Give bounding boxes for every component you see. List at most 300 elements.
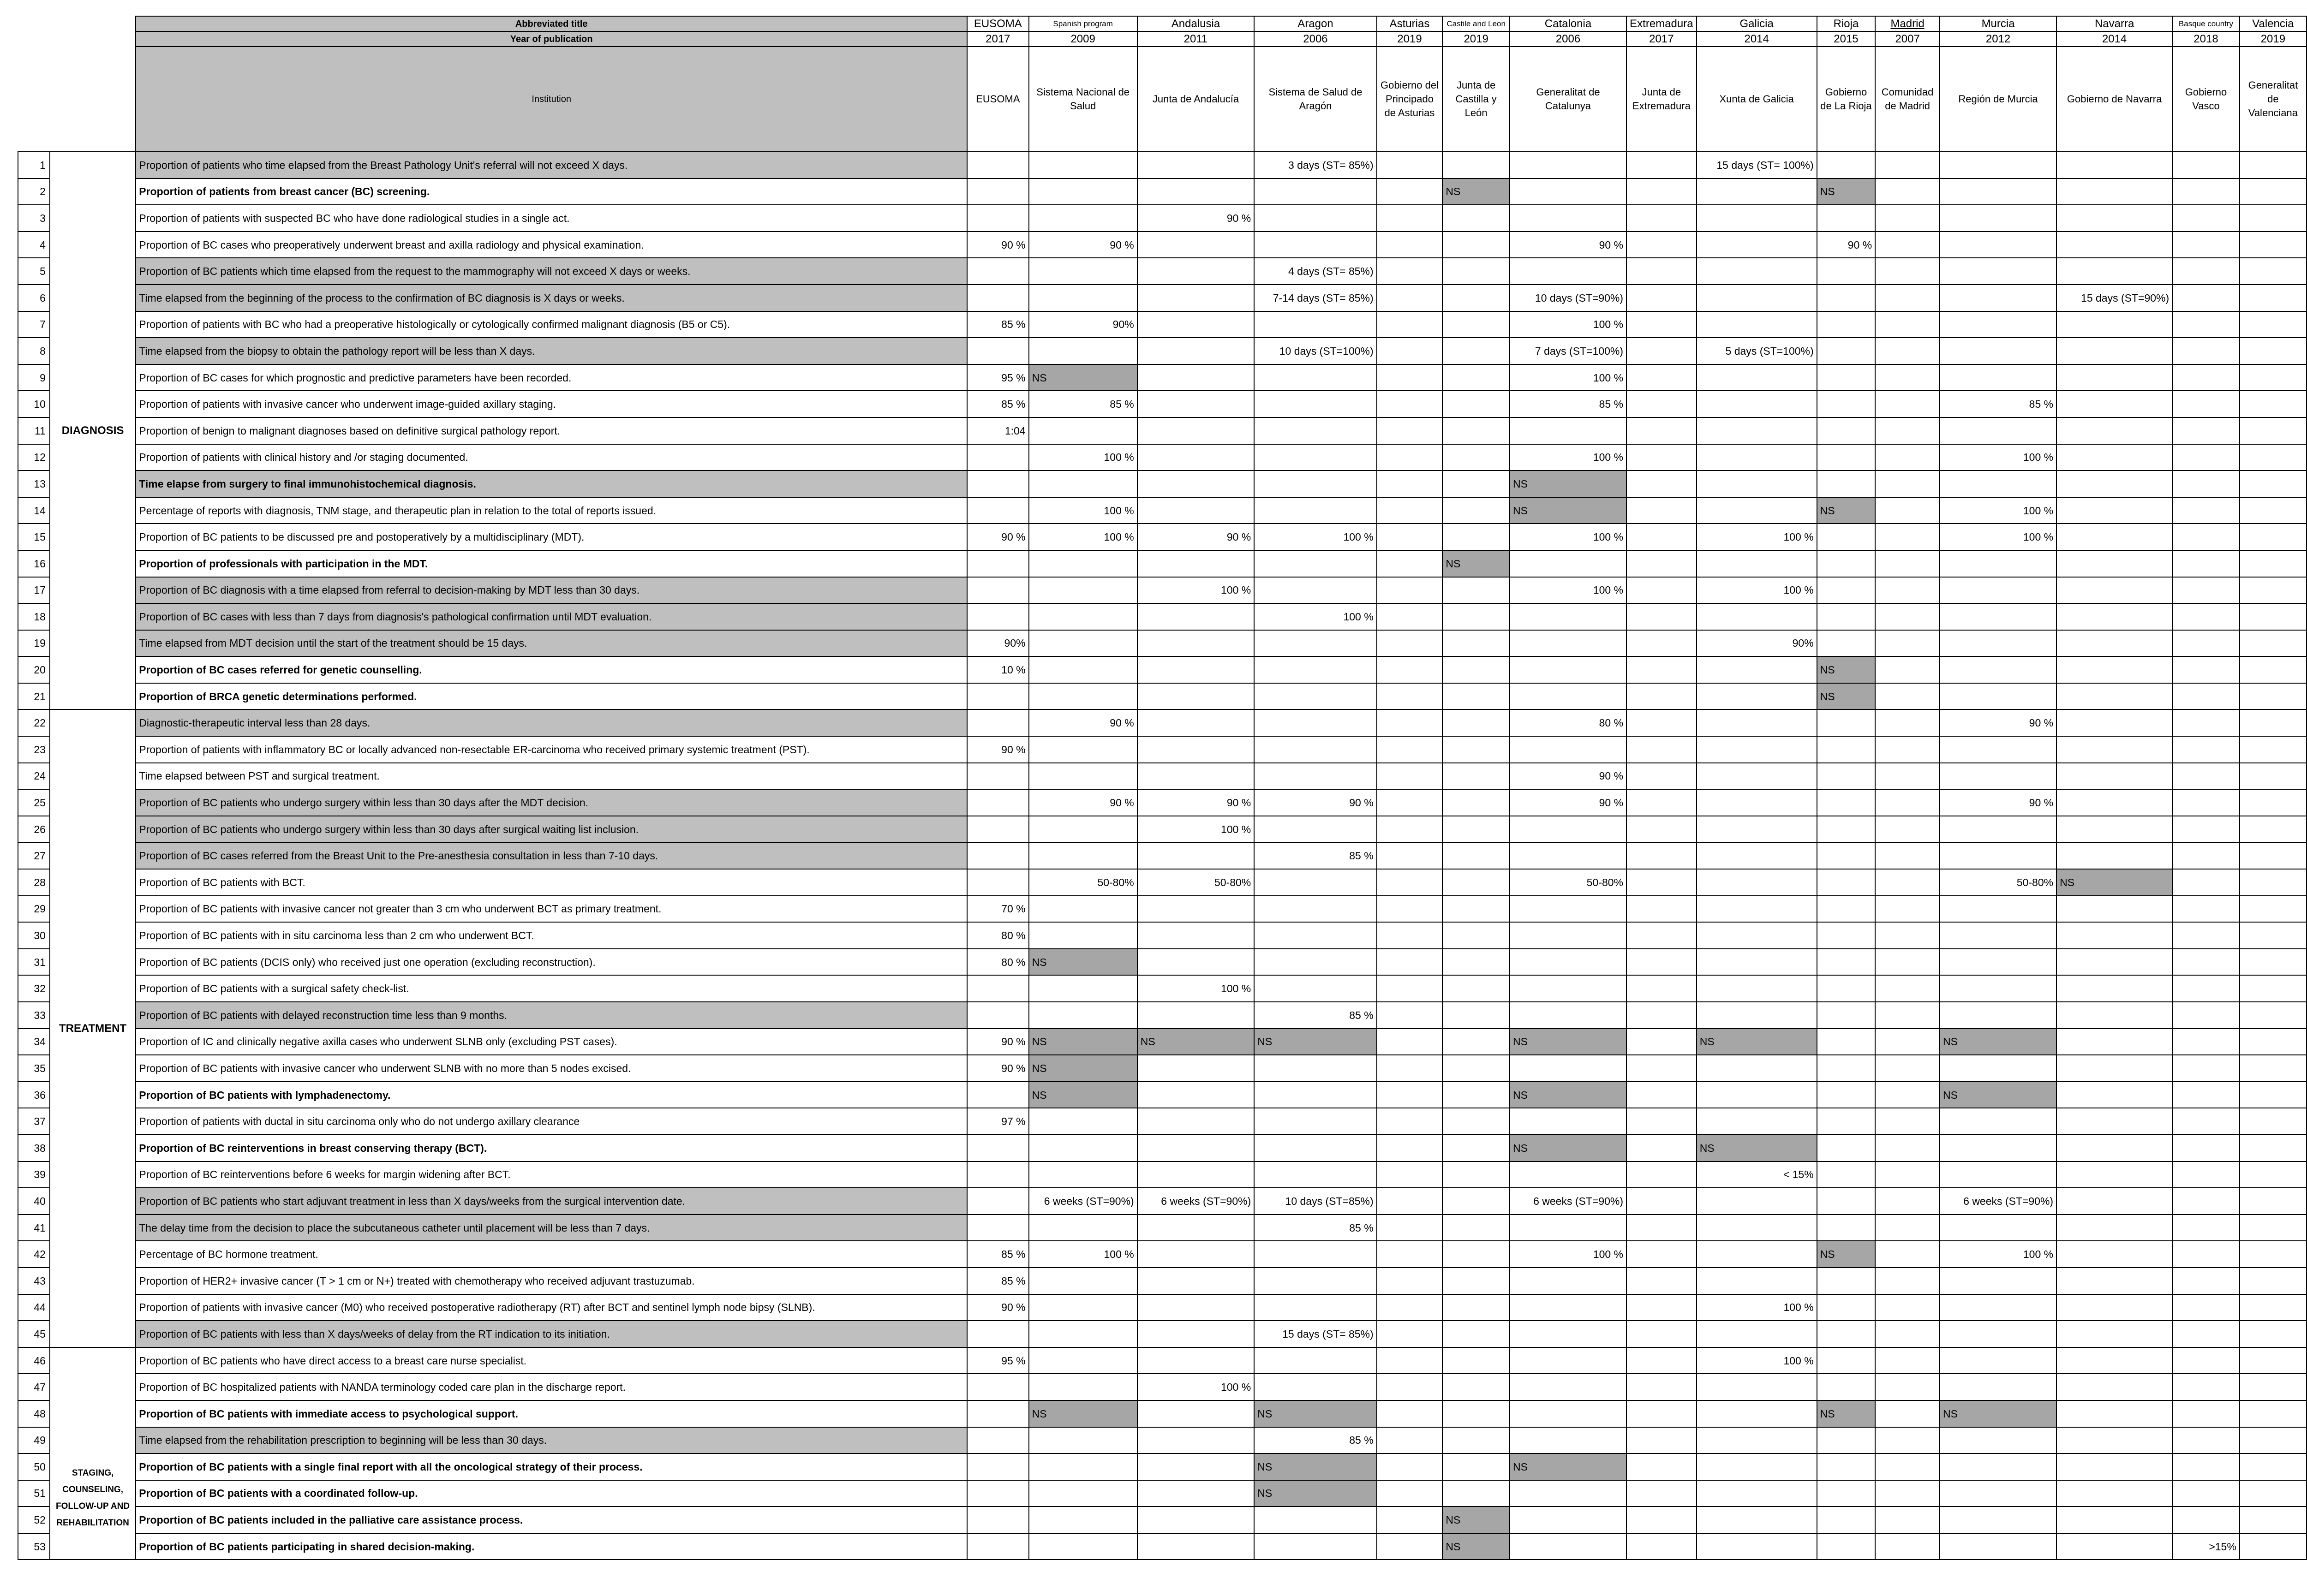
column-abbrev: Aragon [1254, 16, 1376, 31]
value-cell [1510, 816, 1626, 843]
value-cell [1137, 1507, 1255, 1533]
value-cell: 100 % [1137, 1374, 1255, 1400]
value-cell [2172, 1453, 2240, 1480]
value-cell [2172, 709, 2240, 736]
value-cell [2056, 683, 2172, 710]
value-cell [1442, 763, 1510, 790]
indicator-text: Time elapse from surgery to final immunohistochemical diagnosis. [136, 470, 967, 497]
value-cell [1137, 1427, 1255, 1454]
value-cell [2240, 949, 2307, 976]
value-cell [1254, 550, 1376, 577]
indicator-text: Proportion of BC patients who have direct access to a breast care nurse specialist. [136, 1347, 967, 1374]
value-cell [2172, 179, 2240, 205]
value-cell [1940, 470, 2056, 497]
indicator-text: Proportion of IC and clinically negative axilla cases who underwent SLNB only (excluding PST cases). [136, 1029, 967, 1055]
column-abbrev: Castile and Leon [1442, 16, 1510, 31]
value-cell [1697, 179, 1817, 205]
value-cell [967, 1400, 1029, 1427]
table-row [18, 311, 2307, 338]
value-cell [1442, 1108, 1510, 1135]
value-cell [967, 869, 1029, 896]
ns-cell: NS [1817, 683, 1876, 710]
column-institution: Gobierno del Principado de Asturias [1377, 47, 1443, 152]
value-cell [2056, 603, 2172, 630]
value-cell [1377, 603, 1443, 630]
value-cell [1817, 1427, 1876, 1454]
indicator-text: Proportion of HER2+ invasive cancer (T > 1 cm or N+) treated with chemotherapy who received adjuvant trastuzumab. [136, 1268, 967, 1294]
row-number: 38 [18, 1135, 50, 1161]
value-cell [1626, 285, 1697, 311]
value-cell: 90 % [1940, 789, 2056, 816]
value-cell [1377, 1161, 1443, 1188]
value-cell [1817, 338, 1876, 364]
value-cell [1875, 470, 1940, 497]
value-cell [1875, 842, 1940, 869]
value-cell [1254, 1055, 1376, 1082]
value-cell [1875, 205, 1940, 232]
value-cell [2240, 816, 2307, 843]
indicator-text: Proportion of BC reinterventions in breast conserving therapy (BCT). [136, 1135, 967, 1161]
value-cell [1626, 258, 1697, 285]
value-cell [2056, 577, 2172, 604]
value-cell [1510, 152, 1626, 179]
value-cell [1817, 975, 1876, 1002]
value-cell [2056, 896, 2172, 923]
abbrev-title-label: Abbreviated title [136, 16, 967, 31]
ns-cell: NS [1137, 1029, 1255, 1055]
table-row [18, 1161, 2307, 1188]
table-row [18, 683, 2307, 710]
value-cell [2240, 232, 2307, 258]
value-cell [1875, 152, 1940, 179]
value-cell [2056, 364, 2172, 391]
value-cell [1377, 842, 1443, 869]
row-number: 4 [18, 232, 50, 258]
indicator-table-wrapper [18, 16, 2307, 1560]
value-cell [2056, 1347, 2172, 1374]
value-cell: 15 days (ST=90%) [2056, 285, 2172, 311]
value-cell [1254, 630, 1376, 657]
row-number: 53 [18, 1533, 50, 1560]
value-cell [1875, 258, 1940, 285]
value-cell: 100 % [1029, 444, 1137, 471]
value-cell [1510, 417, 1626, 444]
value-cell [1817, 603, 1876, 630]
table-row [18, 364, 2307, 391]
value-cell [1817, 922, 1876, 949]
value-cell [1442, 311, 1510, 338]
value-cell: < 15% [1697, 1161, 1817, 1188]
table-row [18, 1055, 2307, 1082]
value-cell [967, 1161, 1029, 1188]
value-cell [1697, 232, 1817, 258]
value-cell: 5 days (ST=100%) [1697, 338, 1817, 364]
value-cell [1697, 922, 1817, 949]
value-cell [2056, 1082, 2172, 1108]
value-cell [1377, 285, 1443, 311]
value-cell [1875, 1480, 1940, 1507]
value-cell [1137, 1347, 1255, 1374]
value-cell [1940, 816, 2056, 843]
value-cell [1377, 789, 1443, 816]
value-cell [1940, 152, 2056, 179]
value-cell: 85 % [1510, 391, 1626, 417]
value-cell [1817, 285, 1876, 311]
value-cell [1254, 1268, 1376, 1294]
value-cell [1442, 205, 1510, 232]
value-cell [1817, 1135, 1876, 1161]
value-cell [1442, 1400, 1510, 1427]
value-cell [1254, 656, 1376, 683]
row-number: 2 [18, 179, 50, 205]
value-cell [1510, 1161, 1626, 1188]
value-cell [1029, 896, 1137, 923]
value-cell [2172, 1321, 2240, 1347]
value-cell [1510, 630, 1626, 657]
ns-cell: NS [1029, 949, 1137, 976]
value-cell [1626, 949, 1697, 976]
value-cell [2240, 1321, 2307, 1347]
value-cell [1137, 1321, 1255, 1347]
value-cell: 100 % [1137, 816, 1255, 843]
column-abbrev: EUSOMA [967, 16, 1029, 31]
value-cell [2240, 1082, 2307, 1108]
ns-cell: NS [1940, 1400, 2056, 1427]
value-cell [1137, 603, 1255, 630]
value-cell [1137, 1135, 1255, 1161]
value-cell [1377, 896, 1443, 923]
value-cell [1442, 736, 1510, 763]
value-cell [1377, 550, 1443, 577]
value-cell [1940, 1215, 2056, 1241]
value-cell [1697, 391, 1817, 417]
value-cell [2240, 842, 2307, 869]
value-cell [2056, 1029, 2172, 1055]
ns-cell: NS [1029, 1055, 1137, 1082]
value-cell [2056, 1294, 2172, 1321]
value-cell [1254, 1161, 1376, 1188]
value-cell [1875, 1400, 1940, 1427]
value-cell: 100 % [1697, 524, 1817, 550]
ns-cell: NS [1510, 470, 1626, 497]
category-label: DIAGNOSIS [50, 152, 136, 709]
value-cell [967, 683, 1029, 710]
row-number: 48 [18, 1400, 50, 1427]
value-cell: 100 % [1697, 1347, 1817, 1374]
column-year: 2009 [1029, 31, 1137, 47]
value-cell [1510, 1347, 1626, 1374]
indicator-text: Proportion of BC patients participating in shared decision-making. [136, 1533, 967, 1560]
indicator-text: Proportion of patients with invasive cancer (M0) who received postoperative radiotherapy (RT) after BCT and sentinel lymph node bipsy (SLNB). [136, 1294, 967, 1321]
value-cell [1254, 391, 1376, 417]
value-cell [1817, 1002, 1876, 1029]
value-cell: 100 % [1940, 524, 2056, 550]
value-cell: 100 % [1137, 975, 1255, 1002]
value-cell [1626, 789, 1697, 816]
value-cell [1626, 391, 1697, 417]
value-cell [2240, 1480, 2307, 1507]
value-cell: 100 % [1029, 524, 1137, 550]
value-cell [2172, 603, 2240, 630]
indicator-text: Percentage of reports with diagnosis, TNM stage, and therapeutic plan in relation to the total of reports issued. [136, 497, 967, 524]
value-cell [1377, 1135, 1443, 1161]
indicator-text: Proportion of BC cases referred for genetic counselling. [136, 656, 967, 683]
value-cell [1697, 1082, 1817, 1108]
value-cell [1940, 1507, 2056, 1533]
value-cell [1377, 816, 1443, 843]
value-cell [1817, 391, 1876, 417]
value-cell [1697, 789, 1817, 816]
value-cell [1940, 1427, 2056, 1454]
value-cell [2172, 550, 2240, 577]
indicator-table [18, 16, 2307, 1560]
value-cell [1875, 1374, 1940, 1400]
value-cell [1029, 417, 1137, 444]
value-cell: 95 % [967, 364, 1029, 391]
ns-cell: NS [1029, 1029, 1137, 1055]
indicator-text: Proportion of BC diagnosis with a time elapsed from referral to decision-making by MDT less than 30 days. [136, 577, 967, 604]
value-cell [2056, 311, 2172, 338]
value-cell [1254, 1347, 1376, 1374]
value-cell [1940, 1533, 2056, 1560]
value-cell [1137, 1480, 1255, 1507]
value-cell: 50-80% [1940, 869, 2056, 896]
value-cell [1875, 524, 1940, 550]
value-cell [967, 285, 1029, 311]
value-cell [1137, 444, 1255, 471]
value-cell [1377, 1188, 1443, 1215]
value-cell: 90 % [1817, 232, 1876, 258]
column-year: 2012 [1940, 31, 2056, 47]
value-cell [1442, 869, 1510, 896]
value-cell [1940, 1002, 2056, 1029]
value-cell [1442, 1453, 1510, 1480]
indicator-text: Proportion of BC cases who preoperatively underwent breast and axilla radiology and physical examination. [136, 232, 967, 258]
value-cell: 10 % [967, 656, 1029, 683]
value-cell [1029, 550, 1137, 577]
value-cell [1137, 842, 1255, 869]
value-cell [2056, 391, 2172, 417]
value-cell [1254, 1294, 1376, 1321]
ns-cell: NS [1510, 1453, 1626, 1480]
value-cell [2240, 152, 2307, 179]
value-cell [1029, 285, 1137, 311]
value-cell [1697, 763, 1817, 790]
value-cell [1377, 1029, 1443, 1055]
value-cell [1626, 1108, 1697, 1135]
row-number: 9 [18, 364, 50, 391]
value-cell: 100 % [1029, 1241, 1137, 1268]
value-cell [967, 258, 1029, 285]
value-cell [1940, 550, 2056, 577]
value-cell [1510, 683, 1626, 710]
value-cell [2056, 179, 2172, 205]
value-cell [1697, 736, 1817, 763]
ns-cell: NS [1510, 1029, 1626, 1055]
value-cell [1442, 1347, 1510, 1374]
category-label: TREATMENT [50, 709, 136, 1347]
value-cell [1817, 258, 1876, 285]
value-cell [1940, 842, 2056, 869]
value-cell [1254, 1082, 1376, 1108]
value-cell: 15 days (ST= 100%) [1697, 152, 1817, 179]
value-cell [2172, 1108, 2240, 1135]
value-cell [1377, 1082, 1443, 1108]
value-cell [1817, 470, 1876, 497]
value-cell [1875, 1161, 1940, 1188]
value-cell [1377, 763, 1443, 790]
ns-cell: NS [1442, 550, 1510, 577]
value-cell [1875, 1453, 1940, 1480]
value-cell [1875, 1135, 1940, 1161]
value-cell [2172, 417, 2240, 444]
value-cell [2056, 1400, 2172, 1427]
value-cell [1029, 630, 1137, 657]
indicator-text: Proportion of BC patients (DCIS only) who received just one operation (excluding reconstruction). [136, 949, 967, 976]
value-cell [1697, 497, 1817, 524]
value-cell: 85 % [1254, 842, 1376, 869]
value-cell [967, 550, 1029, 577]
value-cell: 85 % [967, 1241, 1029, 1268]
row-number: 1 [18, 152, 50, 179]
value-cell [2240, 630, 2307, 657]
row-number: 27 [18, 842, 50, 869]
value-cell [1875, 709, 1940, 736]
value-cell [1137, 1215, 1255, 1241]
value-cell [1442, 656, 1510, 683]
value-cell [1510, 179, 1626, 205]
value-cell [2172, 1029, 2240, 1055]
value-cell [1137, 152, 1255, 179]
value-cell [1817, 1188, 1876, 1215]
value-cell [2056, 1241, 2172, 1268]
value-cell: 50-80% [1029, 869, 1137, 896]
indicator-text: Proportion of BC cases with less than 7 days from diagnosis's pathological confirmation until MDT evaluation. [136, 603, 967, 630]
table-row [18, 417, 2307, 444]
row-number: 16 [18, 550, 50, 577]
value-cell: 95 % [967, 1347, 1029, 1374]
value-cell [1940, 258, 2056, 285]
value-cell [1029, 975, 1137, 1002]
value-cell [1626, 524, 1697, 550]
value-cell [2056, 949, 2172, 976]
value-cell: 7 days (ST=100%) [1510, 338, 1626, 364]
value-cell [1137, 1055, 1255, 1082]
table-row [18, 524, 2307, 550]
value-cell [1510, 1400, 1626, 1427]
value-cell [1875, 417, 1940, 444]
value-cell [1510, 1507, 1626, 1533]
value-cell [1697, 1241, 1817, 1268]
value-cell [1377, 709, 1443, 736]
value-cell [1254, 205, 1376, 232]
value-cell [967, 789, 1029, 816]
value-cell [1875, 1055, 1940, 1082]
indicator-text: Proportion of patients who time elapsed from the Breast Pathology Unit's referral will not exceed X days. [136, 152, 967, 179]
value-cell [1875, 869, 1940, 896]
value-cell [1697, 1215, 1817, 1241]
value-cell [1875, 1347, 1940, 1374]
value-cell [1442, 577, 1510, 604]
value-cell [2056, 630, 2172, 657]
value-cell [1875, 1215, 1940, 1241]
value-cell [1817, 709, 1876, 736]
value-cell [1940, 311, 2056, 338]
table-row [18, 1453, 2307, 1480]
value-cell [1377, 179, 1443, 205]
header-row-institution [18, 47, 2307, 152]
value-cell: 15 days (ST= 85%) [1254, 1321, 1376, 1347]
table-row [18, 338, 2307, 364]
value-cell [1377, 444, 1443, 471]
value-cell [1697, 550, 1817, 577]
value-cell [1254, 1507, 1376, 1533]
value-cell [1137, 1082, 1255, 1108]
value-cell [1377, 338, 1443, 364]
value-cell [2240, 1507, 2307, 1533]
ns-cell: NS [1442, 1507, 1510, 1533]
value-cell [1940, 285, 2056, 311]
column-abbrev: Extremadura [1626, 16, 1697, 31]
value-cell [1626, 1533, 1697, 1560]
value-cell [2172, 1135, 2240, 1161]
row-number: 14 [18, 497, 50, 524]
value-cell [1377, 869, 1443, 896]
row-number: 45 [18, 1321, 50, 1347]
value-cell [1697, 417, 1817, 444]
row-number: 39 [18, 1161, 50, 1188]
table-row [18, 1374, 2307, 1400]
value-cell: 85 % [1254, 1427, 1376, 1454]
value-cell [1029, 1135, 1137, 1161]
ns-cell: NS [1940, 1029, 2056, 1055]
value-cell [1697, 1188, 1817, 1215]
value-cell [1875, 789, 1940, 816]
value-cell [1940, 975, 2056, 1002]
indicator-text: Proportion of BC cases referred from the Breast Unit to the Pre-anesthesia consultation in less than 7-10 days. [136, 842, 967, 869]
value-cell [1510, 1480, 1626, 1507]
value-cell: 90 % [967, 1055, 1029, 1082]
value-cell [1377, 1268, 1443, 1294]
value-cell [1817, 816, 1876, 843]
value-cell [2240, 311, 2307, 338]
table-row [18, 258, 2307, 285]
table-row [18, 789, 2307, 816]
value-cell [1029, 1427, 1137, 1454]
value-cell [1442, 444, 1510, 471]
value-cell [1817, 842, 1876, 869]
value-cell [2056, 444, 2172, 471]
value-cell: 100 % [1940, 497, 2056, 524]
value-cell: 90 % [967, 1029, 1029, 1055]
value-cell [1029, 603, 1137, 630]
value-cell [967, 1188, 1029, 1215]
value-cell: 80 % [967, 949, 1029, 976]
value-cell [2172, 656, 2240, 683]
indicator-text: Proportion of BRCA genetic determinations performed. [136, 683, 967, 710]
value-cell [1029, 152, 1137, 179]
value-cell [2240, 603, 2307, 630]
value-cell [1254, 1374, 1376, 1400]
value-cell [1875, 975, 1940, 1002]
value-cell [1875, 1108, 1940, 1135]
value-cell [1442, 364, 1510, 391]
value-cell [2240, 258, 2307, 285]
value-cell: >15% [2172, 1533, 2240, 1560]
column-year: 2014 [1697, 31, 1817, 47]
value-cell [1817, 444, 1876, 471]
table-row [18, 842, 2307, 869]
